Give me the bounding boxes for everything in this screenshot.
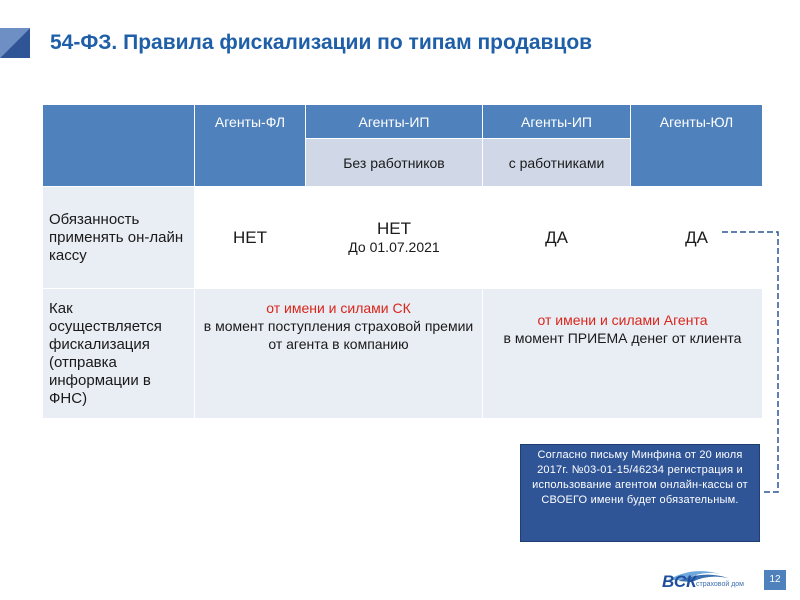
cell-ul-value: ДА	[631, 187, 763, 289]
fiscalization-sk-highlight: от имени и силами СК	[266, 300, 411, 316]
cell-ip1-value	[306, 187, 483, 289]
fiscalization-agent-text: в момент ПРИЕМА денег от клиента	[503, 330, 742, 346]
row-label-obligation: Обязанность применять он-лайн кассу	[43, 187, 195, 289]
header-agents-ul: Агенты-ЮЛ	[631, 105, 763, 187]
row-label-fiscalization: Как осуществляется фискализация (отправка информации в ФНС)	[43, 289, 195, 419]
header-agents-fl: Агенты-ФЛ	[195, 105, 306, 187]
header-agents-ip-2: Агенты-ИП	[483, 105, 631, 139]
cell-ip1-main: НЕТ	[377, 218, 411, 238]
fiscalization-agent-highlight: от имени и силами Агента	[537, 312, 708, 328]
logo-tagline: страховой дом	[696, 581, 744, 588]
cell-fl-value: НЕТ	[195, 187, 306, 289]
header-agents-ip-1: Агенты-ИП	[306, 105, 483, 139]
cell-fiscalization-sk	[195, 289, 483, 419]
cell-ip1-note: До 01.07.2021	[348, 238, 440, 255]
subheader-no-employees: Без работников	[306, 139, 483, 187]
table-header-row	[43, 105, 763, 139]
table-row	[43, 187, 763, 289]
fiscalization-sk-text: в момент поступления страховой премии от агента в компанию	[203, 318, 474, 352]
page-number: 12	[764, 570, 786, 590]
slide-title: 54-ФЗ. Правила фискализации по типам продавцов	[50, 31, 593, 54]
corner-decoration-icon	[0, 28, 30, 58]
logo-name: ВСК	[662, 572, 697, 591]
subheader-with-employees: с работниками	[483, 139, 631, 187]
table-row	[43, 289, 763, 419]
fiscalization-table	[42, 104, 763, 419]
cell-fiscalization-agent	[483, 289, 763, 419]
cell-ip2-value: ДА	[483, 187, 631, 289]
header-empty-cell	[43, 105, 195, 187]
callout-note: Согласно письму Минфина от 20 июля 2017г. №03-01-15/46234 регистрация и использование агентом онлайн-кассы от СВОЕГО имени будет обязательным.	[520, 444, 760, 542]
